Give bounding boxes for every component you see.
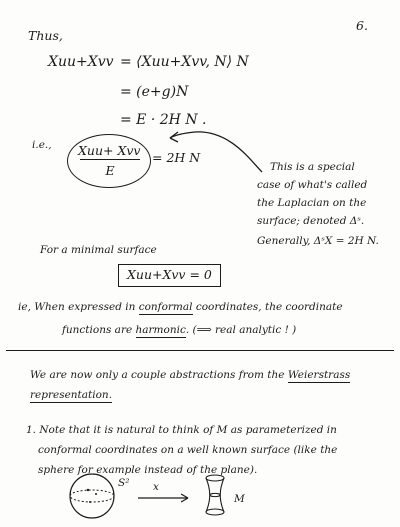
conformal-line-2-prefix: functions are <box>62 324 136 336</box>
sphere-label: S² <box>118 477 130 489</box>
note-line-2: case of what's called <box>257 179 368 191</box>
minimal-surface-label: For a minimal surface <box>40 244 157 256</box>
page-number: 6. <box>356 18 368 33</box>
representation-word: representation. <box>30 389 113 401</box>
conformal-line-1 <box>18 302 343 313</box>
conformal-line-1-suffix: coordinates, the coordinate <box>192 301 343 313</box>
note1-line-3: sphere for example instead of the plane). <box>38 464 258 476</box>
sphere-icon <box>70 474 114 518</box>
equation-line-3: = E · 2H N . <box>120 112 207 128</box>
fraction-bar <box>80 159 140 160</box>
fraction-numerator: Xuu+ Xvv <box>78 143 141 158</box>
map-arrow <box>138 494 188 502</box>
note-line-3: the Laplacian on the <box>257 197 367 209</box>
equation-line-2: = (e+g)N <box>120 84 189 100</box>
map-label: x <box>153 481 159 493</box>
ie-label: i.e., <box>32 139 52 151</box>
conformal-line-1-prefix: ie, When expressed in <box>18 301 139 313</box>
note-line-5: Generally, ΔˢX = 2H N. <box>257 235 379 247</box>
equation-lhs: Xuu+Xvv <box>48 54 114 70</box>
weierstrass-line-2 <box>30 390 112 401</box>
note1-line-1: 1. Note that it is natural to think of M as parameterized in <box>26 424 337 436</box>
equation-line-1: = ⟨Xuu+Xvv, N⟩ N <box>120 54 249 70</box>
fraction-denominator: E <box>105 163 115 178</box>
minimal-surface-icon <box>206 475 224 515</box>
weierstrass-word: Weierstrass <box>287 369 351 381</box>
weierstrass-line-1-prefix: We are now only a couple abstractions from the <box>30 369 288 381</box>
note-line-4: surface; denoted Δˢ. <box>257 215 365 227</box>
conformal-line-2-suffix: . (⟹ real analytic ! ) <box>185 324 297 336</box>
surface-label: M <box>234 493 245 505</box>
note1-line-2: conformal coordinates on a well known surface (like the <box>38 444 338 456</box>
note-line-1: This is a special <box>270 161 355 173</box>
fraction-rhs: = 2H N <box>152 150 201 165</box>
intro-text: Thus, <box>28 28 63 43</box>
section-divider <box>6 350 394 351</box>
boxed-equation: Xuu+Xvv = 0 <box>118 264 221 287</box>
conformal-line-2 <box>62 325 296 336</box>
conformal-word: conformal <box>138 301 193 313</box>
harmonic-word: harmonic <box>135 324 186 336</box>
weierstrass-line-1 <box>30 370 350 381</box>
